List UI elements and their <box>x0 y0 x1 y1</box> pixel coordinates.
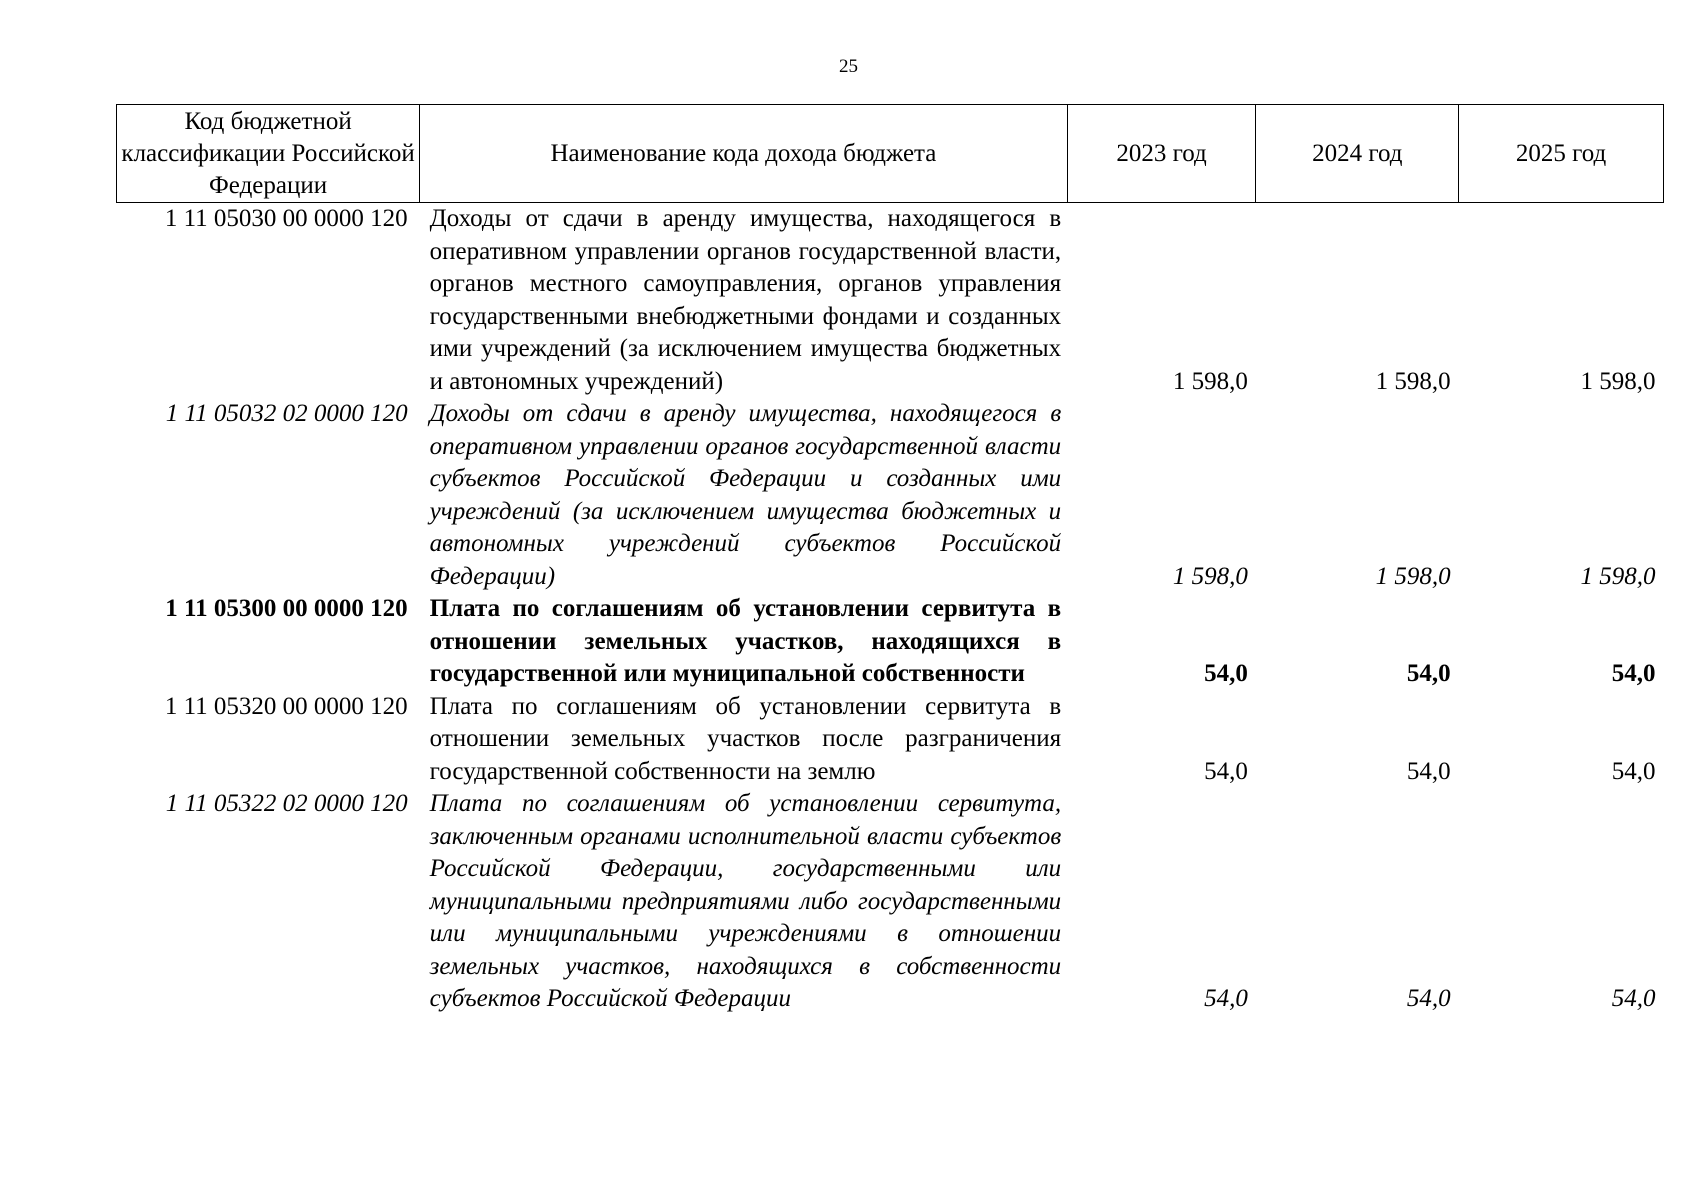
table-row <box>117 691 1664 789</box>
row-code: 1 11 05032 02 0000 120 <box>165 400 408 427</box>
row-value-2023: 1 598,0 <box>1172 367 1248 395</box>
row-value-2024: 1 598,0 <box>1375 562 1451 590</box>
row-value-2025: 1 598,0 <box>1580 562 1656 590</box>
page-number: 25 <box>839 56 858 77</box>
header-year-2025: 2025 год <box>1459 105 1664 203</box>
row-value-2025: 54,0 <box>1611 757 1656 785</box>
table-row <box>117 788 1664 1016</box>
row-code: 1 11 05322 02 0000 120 <box>165 790 408 817</box>
row-code: 1 11 05300 00 0000 120 <box>165 595 408 622</box>
row-value-2024: 54,0 <box>1406 757 1451 785</box>
header-year-2024: 2024 год <box>1256 105 1459 203</box>
row-value-2023: 54,0 <box>1204 660 1248 687</box>
row-value-2023: 54,0 <box>1204 985 1248 1012</box>
header-revenue-name: Наименование кода дохода бюджета <box>420 105 1068 203</box>
table-row <box>117 593 1664 691</box>
row-name: Плата по соглашениям об установлении сервитута, заключенным органами исполнительной власти субъектов Российской Федерации, государственными или муниципальными предприятиями либо государственными или муниципальными учреждениями в отношении земельных участков, находящихся в собственности субъектов Российской Федерации <box>429 790 1062 1012</box>
table-row <box>117 203 1664 399</box>
row-value-2023: 54,0 <box>1204 757 1248 785</box>
row-value-2024: 54,0 <box>1406 660 1451 687</box>
row-name: Доходы от сдачи в аренду имущества, находящегося в оперативном управлении органов государственной власти, органов местного самоуправления, органов управления государственными внебюджетными фондами и созданных ими учреждений (за исключением имущества бюджетных и автономных учреждений) <box>429 205 1062 395</box>
budget-revenue-table <box>116 104 1664 1016</box>
row-name: Плата по соглашениям об установлении сервитута в отношении земельных участков после разграничения государственной собственности на землю <box>429 692 1062 785</box>
row-value-2024: 1 598,0 <box>1375 367 1451 395</box>
row-value-2025: 54,0 <box>1611 985 1656 1012</box>
row-name: Доходы от сдачи в аренду имущества, находящегося в оперативном управлении органов государственной власти субъектов Российской Федерации и созданных ими учреждений (за исключением имущества бюджетных и автономных учреждений субъектов Российской Федерации) <box>429 400 1062 590</box>
table-header-row <box>117 105 1664 203</box>
header-year-2023: 2023 год <box>1067 105 1256 203</box>
row-value-2025: 54,0 <box>1611 660 1656 687</box>
row-code: 1 11 05030 00 0000 120 <box>164 205 408 232</box>
row-value-2023: 1 598,0 <box>1172 562 1248 590</box>
row-value-2025: 1 598,0 <box>1580 367 1656 395</box>
row-name: Плата по соглашениям об установлении сервитута в отношении земельных участков, находящихся в государственной или муниципальной собственности <box>429 595 1062 687</box>
table-row <box>117 398 1664 593</box>
row-value-2024: 54,0 <box>1406 985 1451 1012</box>
row-code: 1 11 05320 00 0000 120 <box>164 692 408 720</box>
header-budget-code: Код бюджетной классификации Российской Федерации <box>117 105 420 203</box>
